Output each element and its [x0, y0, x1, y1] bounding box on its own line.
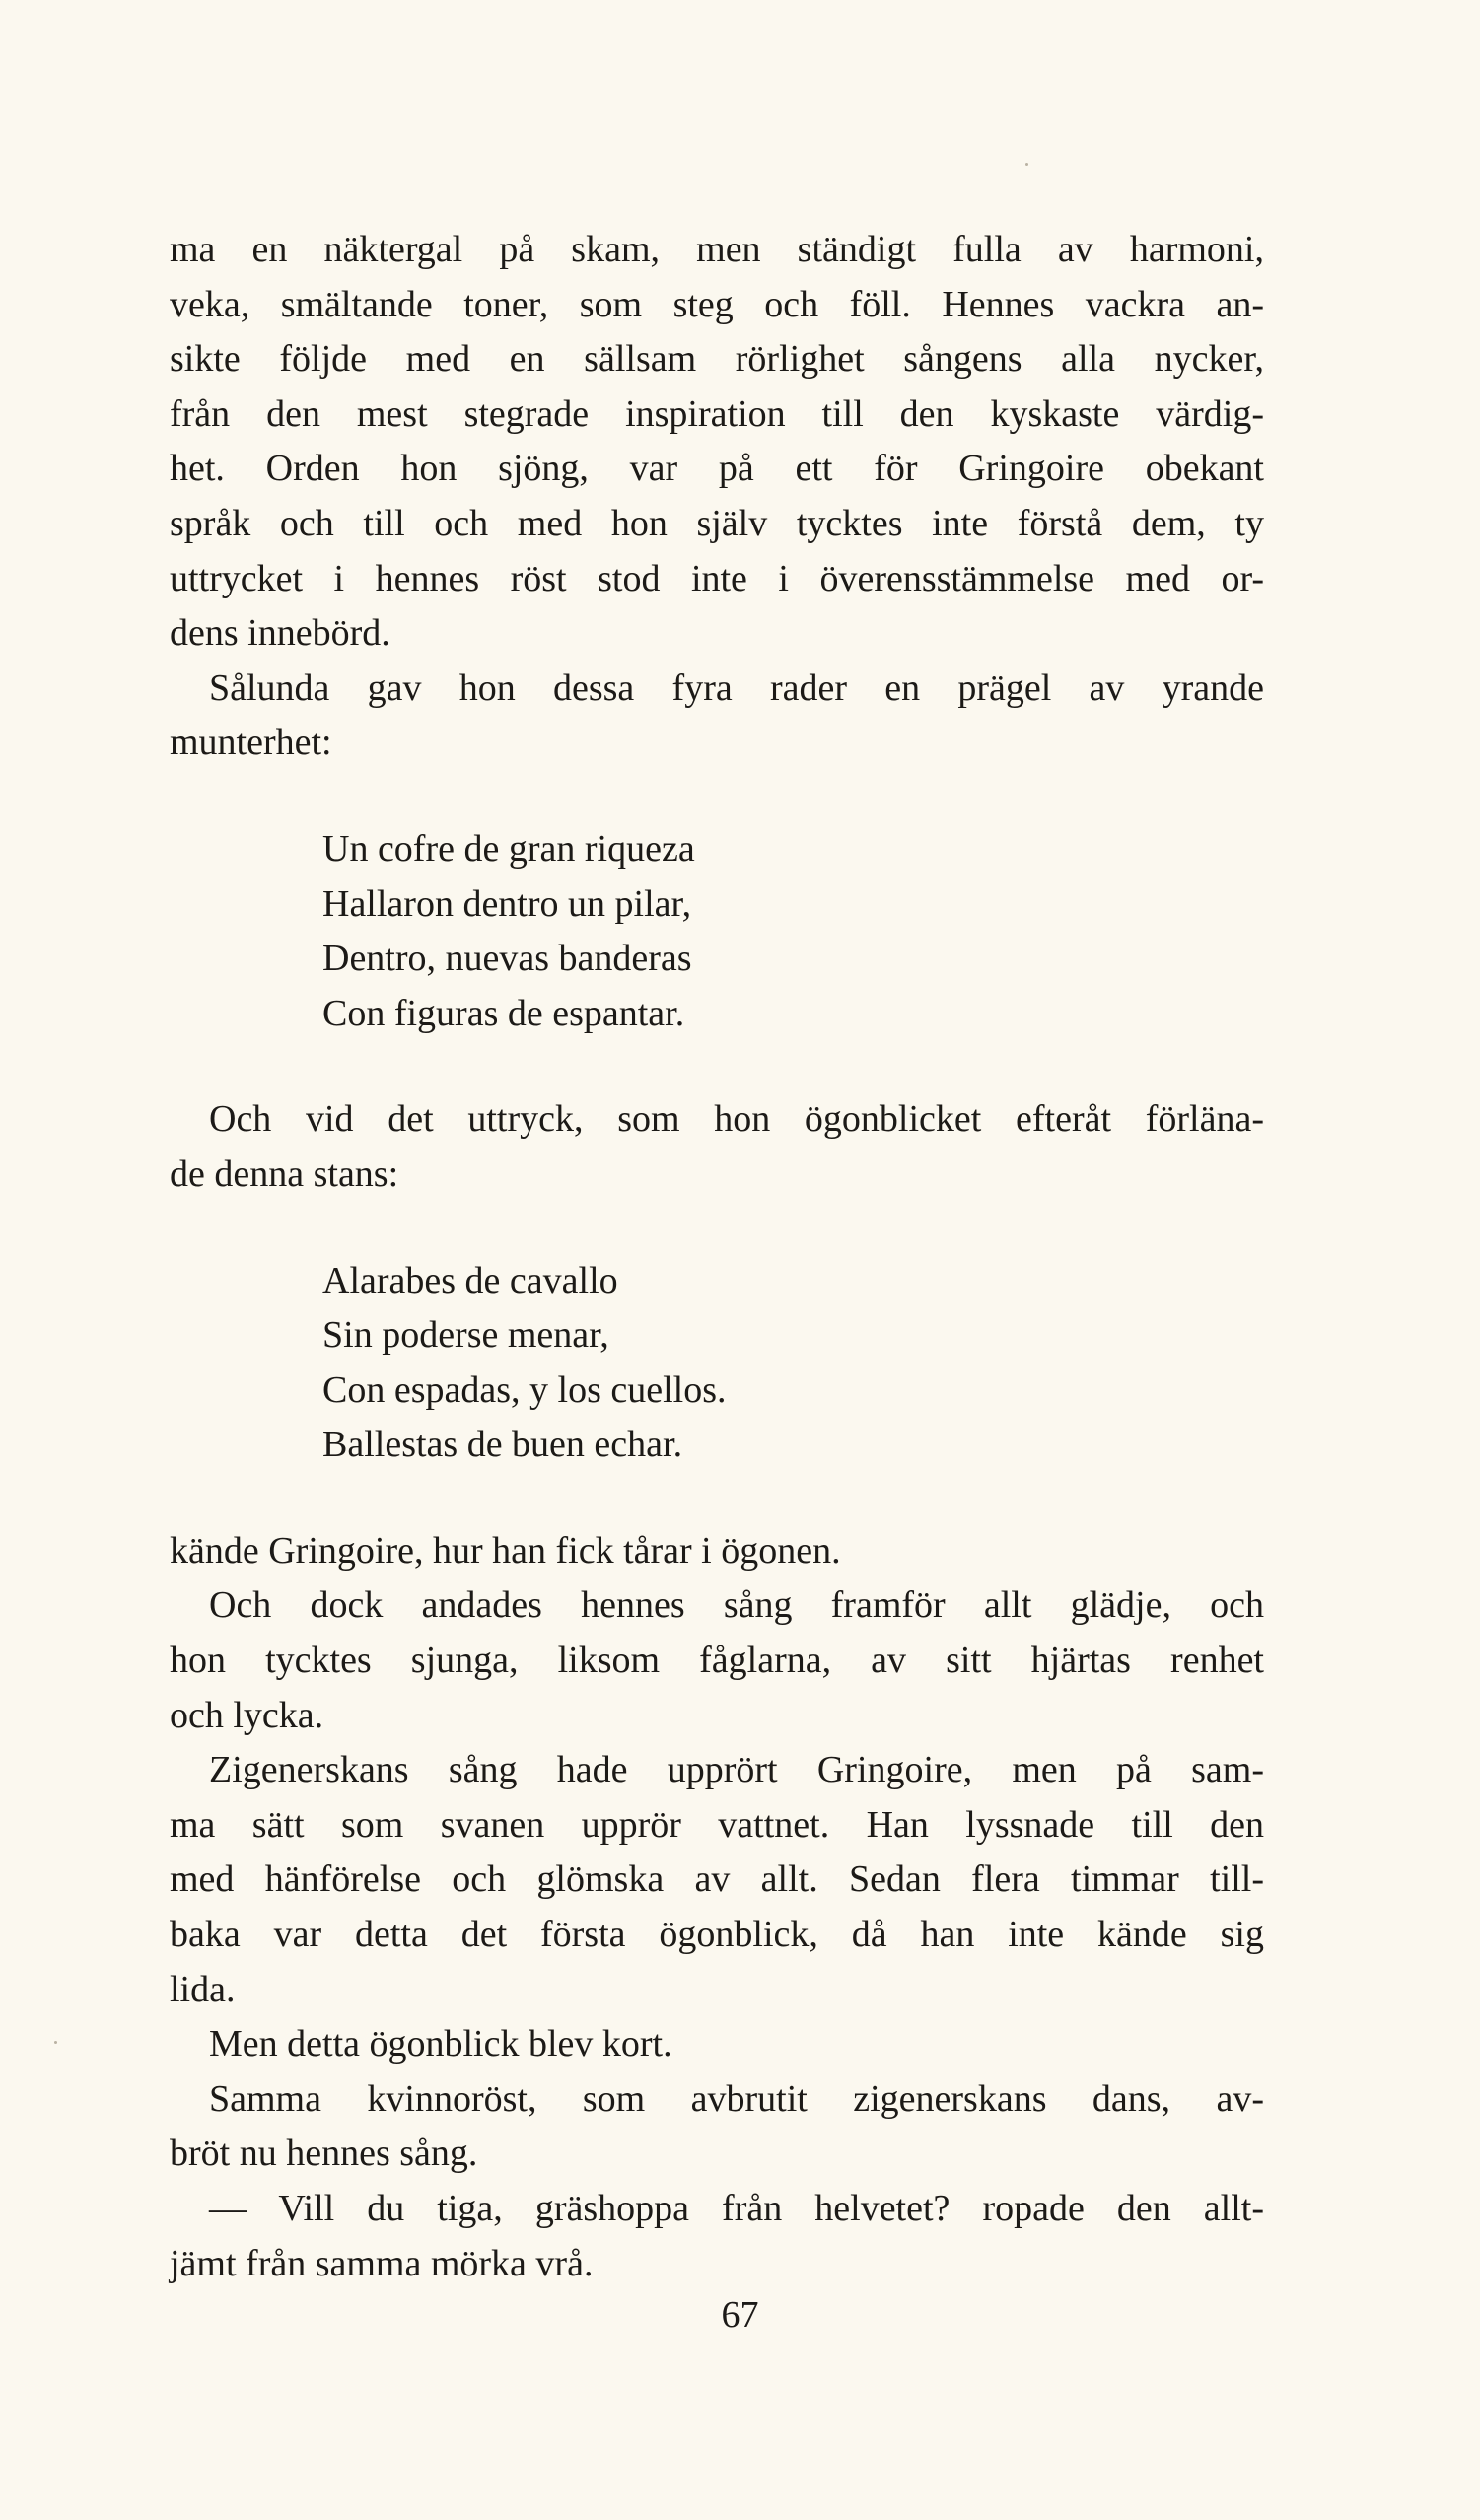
- text-line: språk och till och med hon själv tycktes inte förstå dem, ty: [170, 502, 1264, 544]
- text-line: munterhet:: [170, 722, 332, 764]
- verse-line: Con espadas, y los cuellos.: [322, 1368, 727, 1411]
- text-line: veka, smältande toner, som steg och föll. Hennes vackra an-: [170, 283, 1264, 325]
- text-line: bröt nu hennes sång.: [170, 2133, 478, 2175]
- verse-line: Hallaron dentro un pilar,: [322, 882, 692, 925]
- text-line: Och vid det uttryck, som hon ögonblicket efteråt förläna-: [209, 1098, 1264, 1141]
- text-line: med hänförelse och glömska av allt. Sedan flera timmar till-: [170, 1858, 1264, 1901]
- verse-line: Alarabes de cavallo: [322, 1259, 618, 1301]
- text-line: hon tycktes sjunga, liksom fåglarna, av sitt hjärtas renhet: [170, 1640, 1264, 1682]
- paper-speck: [1025, 163, 1028, 166]
- verse-stanza: [170, 822, 1264, 1041]
- text-line: dens innebörd.: [170, 612, 390, 655]
- text-line: Men detta ögonblick blev kort.: [209, 2023, 672, 2065]
- paragraph: [170, 2017, 1264, 2072]
- body-text: [170, 223, 1264, 2291]
- verse-line: Un cofre de gran riqueza: [322, 827, 695, 870]
- text-line: jämt från samma mörka vrå.: [170, 2242, 594, 2284]
- paragraph: [170, 1524, 1264, 1579]
- text-line: sikte följde med en sällsam rörlighet sångens alla nycker,: [170, 338, 1264, 381]
- text-line: ma sätt som svanen upprör vattnet. Han lyssnade till den: [170, 1803, 1264, 1846]
- text-line: Och dock andades hennes sång framför allt glädje, och: [209, 1584, 1264, 1627]
- verse-line: Sin poderse menar,: [322, 1314, 609, 1357]
- verse-line: Dentro, nuevas banderas: [322, 938, 692, 980]
- text-line: från den mest stegrade inspiration till den kyskaste värdig-: [170, 392, 1264, 435]
- text-line: Samma kvinnoröst, som avbrutit zigenerskans dans, av-: [209, 2077, 1264, 2120]
- text-line: Zigenerskans sång hade upprört Gringoire, men på sam-: [209, 1749, 1264, 1791]
- paragraph: [170, 1578, 1264, 1743]
- text-line: kände Gringoire, hur han fick tårar i ögonen.: [170, 1529, 841, 1572]
- text-line: ma en näktergal på skam, men ständigt fulla av harmoni,: [170, 229, 1264, 270]
- text-line: lida.: [170, 1968, 236, 2010]
- page-number: 67: [721, 2294, 759, 2336]
- text-line: de denna stans:: [170, 1153, 399, 1195]
- verse-stanza: [170, 1254, 1264, 1473]
- paper-speck: [54, 2041, 57, 2044]
- verse-line: Con figuras de espantar.: [322, 992, 685, 1034]
- text-line: uttrycket i hennes röst stod inte i överensstämmelse med or-: [170, 557, 1264, 599]
- verse-line: Ballestas de buen echar.: [322, 1424, 683, 1466]
- paragraph: [170, 1743, 1264, 2017]
- text-line: och lycka.: [170, 1694, 324, 1736]
- text-line: het. Orden hon sjöng, var på ett för Gringoire obekant: [170, 448, 1264, 490]
- paragraph: [170, 662, 1264, 771]
- text-line: baka var detta det första ögonblick, då han inte kände sig: [170, 1914, 1264, 1956]
- paragraph: [170, 2182, 1264, 2291]
- paragraph: [170, 2072, 1264, 2182]
- paragraph: [170, 1092, 1264, 1202]
- text-line: Sålunda gav hon dessa fyra rader en prägel av yrande: [209, 666, 1264, 709]
- paragraph: [170, 223, 1264, 662]
- text-line: — Vill du tiga, gräshoppa från helvetet? ropade den allt-: [209, 2188, 1264, 2229]
